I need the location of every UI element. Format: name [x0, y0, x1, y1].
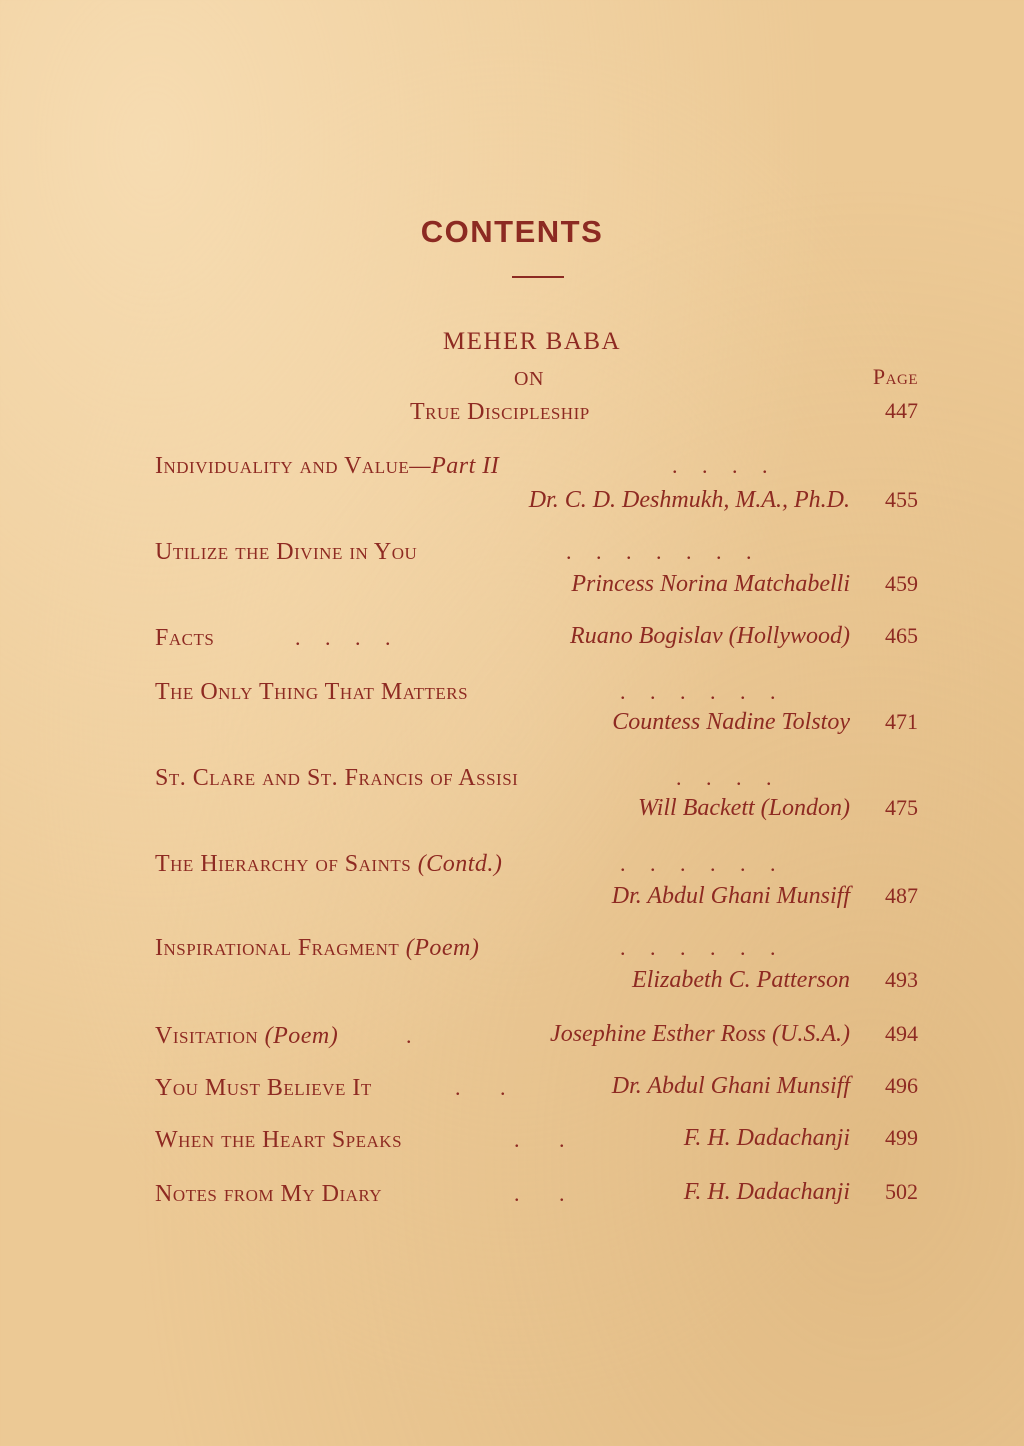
feature-on: ON	[514, 368, 544, 390]
leader-dots: .	[406, 1023, 414, 1048]
feature-name: MEHER BABA	[442, 328, 622, 355]
entry-page: 494	[885, 1021, 918, 1046]
leader-dots: . . . . . .	[620, 935, 778, 960]
entry-author: Princess Norina Matchabelli	[571, 571, 850, 597]
leader-dots: . . . . . .	[620, 851, 778, 876]
entry-page: 471	[885, 709, 918, 734]
feature-page: 447	[885, 398, 918, 423]
entry-title: When the Heart Speaks	[155, 1127, 403, 1153]
entry-page: 475	[885, 795, 918, 820]
entry-page: 496	[885, 1073, 918, 1098]
entry-author: F. H. Dadachanji	[683, 1125, 850, 1151]
entry-author: Josephine Esther Ross (U.S.A.)	[550, 1021, 850, 1047]
leader-dots: . .	[514, 1127, 567, 1152]
leader-dots: . .	[514, 1181, 567, 1206]
leader-dots: . . . .	[295, 625, 393, 650]
entry-author: Ruano Bogislav (Hollywood)	[570, 623, 850, 649]
entry-page: 493	[885, 967, 918, 992]
heading-rule	[512, 276, 564, 278]
entry-title: The Hierarchy of Saints (Contd.)	[155, 851, 503, 877]
entry-author: F. H. Dadachanji	[683, 1179, 850, 1205]
entry-author: Dr. Abdul Ghani Munsiff	[611, 1073, 850, 1099]
entry-title: Utilize the Divine in You	[155, 539, 418, 565]
feature-topic: True Discipleship	[410, 399, 590, 425]
entry-author: Dr. Abdul Ghani Munsiff	[611, 883, 850, 909]
entry-page: 455	[885, 487, 918, 512]
entry-title: Visitation (Poem)	[155, 1023, 339, 1049]
contents-heading: CONTENTS	[420, 214, 604, 249]
leader-dots: . .	[455, 1075, 508, 1100]
leader-dots: . . . .	[676, 765, 774, 790]
entry-author: Countess Nadine Tolstoy	[612, 709, 850, 735]
page-column-label: Page	[872, 364, 918, 389]
leader-dots: . . . . . .	[620, 679, 778, 704]
entry-title: Individuality and Value—Part II	[155, 453, 500, 479]
entry-page: 499	[885, 1125, 918, 1150]
entry-title: The Only Thing That Matters	[155, 679, 469, 705]
leader-dots: . . . .	[672, 453, 770, 478]
entry-title: Facts	[155, 625, 215, 651]
entry-title: Notes from My Diary	[155, 1181, 383, 1207]
entry-title: You Must Believe It	[155, 1075, 372, 1101]
entry-title: Inspirational Fragment (Poem)	[155, 935, 480, 961]
entry-author: Dr. C. D. Deshmukh, M.A., Ph.D.	[528, 487, 850, 513]
entry-page: 465	[885, 623, 918, 648]
entry-page: 487	[885, 883, 918, 908]
leader-dots: . . . . . . .	[566, 539, 754, 564]
entry-author: Elizabeth C. Patterson	[632, 967, 850, 993]
entry-page: 459	[885, 571, 918, 596]
entry-title: St. Clare and St. Francis of Assisi	[155, 765, 519, 791]
entry-author: Will Backett (London)	[638, 795, 850, 821]
entry-page: 502	[885, 1179, 918, 1204]
